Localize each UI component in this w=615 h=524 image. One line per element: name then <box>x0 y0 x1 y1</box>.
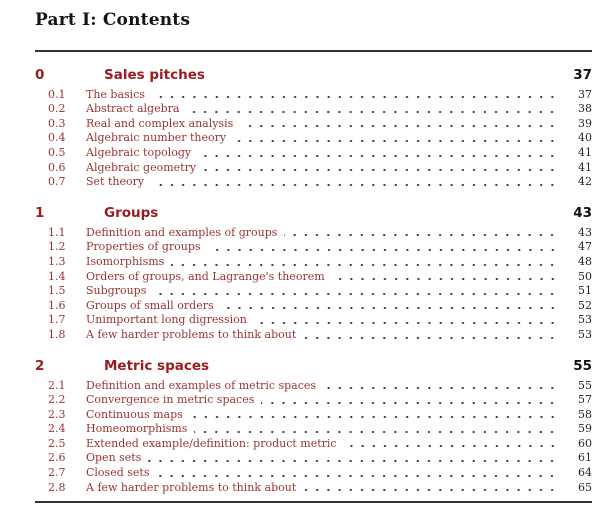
leader-dots <box>151 175 558 190</box>
section-title[interactable]: Properties of groups <box>86 240 201 254</box>
chapter-row <box>35 67 592 84</box>
leader-dots <box>156 466 558 481</box>
toc-chapter <box>35 358 592 496</box>
leader-dots <box>194 422 558 437</box>
chapter-row <box>35 205 592 222</box>
leader-dots <box>303 328 558 343</box>
section-page: 41 <box>578 145 592 159</box>
section-row <box>35 313 592 328</box>
section-page: 38 <box>578 102 592 116</box>
section-row <box>35 117 592 132</box>
section-title[interactable]: Orders of groups, and Lagrange's theorem <box>86 269 325 283</box>
section-number[interactable]: 1.1 <box>48 225 66 239</box>
section-number[interactable]: 0.4 <box>48 131 66 145</box>
chapter-page: 37 <box>573 66 592 83</box>
chapter-page: 55 <box>573 357 592 374</box>
leader-dots <box>240 117 558 132</box>
chapter-number[interactable]: 0 <box>35 66 45 83</box>
section-number[interactable]: 2.5 <box>48 436 66 450</box>
section-page: 59 <box>578 422 592 436</box>
section-title[interactable]: Algebraic number theory <box>86 131 227 145</box>
chapter-title[interactable]: Groups <box>104 204 159 221</box>
leader-dots <box>332 270 558 285</box>
section-title[interactable]: Isomorphisms <box>86 254 165 268</box>
section-title[interactable]: Extended example/definition: product metric <box>86 436 337 450</box>
section-number[interactable]: 0.7 <box>48 175 66 189</box>
section-number[interactable]: 2.7 <box>48 466 66 480</box>
section-number[interactable]: 1.3 <box>48 254 66 268</box>
section-title[interactable]: Set theory <box>86 175 145 189</box>
section-title[interactable]: Algebraic geometry <box>86 160 197 174</box>
section-page: 65 <box>578 480 592 494</box>
section-page: 39 <box>578 116 592 130</box>
section-number[interactable]: 1.6 <box>48 298 66 312</box>
section-page: 43 <box>578 225 592 239</box>
section-row <box>35 408 592 423</box>
section-page: 51 <box>578 284 592 298</box>
section-page: 47 <box>578 240 592 254</box>
chapter-row <box>35 358 592 375</box>
section-page: 61 <box>578 451 592 465</box>
section-row <box>35 466 592 481</box>
section-number[interactable]: 2.2 <box>48 393 66 407</box>
section-title[interactable]: Definition and examples of groups <box>86 225 278 239</box>
leader-dots <box>233 131 558 146</box>
section-row <box>35 437 592 452</box>
section-page: 58 <box>578 407 592 421</box>
chapter-number[interactable]: 2 <box>35 357 45 374</box>
toc-chapter <box>35 205 592 343</box>
section-title[interactable]: A few harder problems to think about <box>86 480 297 494</box>
section-page: 53 <box>578 327 592 341</box>
section-number[interactable]: 1.5 <box>48 284 66 298</box>
part-title: Part I: Contents <box>35 10 191 30</box>
section-title[interactable]: Groups of small orders <box>86 298 214 312</box>
leader-dots <box>186 102 558 117</box>
section-page: 55 <box>578 378 592 392</box>
section-number[interactable]: 1.2 <box>48 240 66 254</box>
section-number[interactable]: 2.1 <box>48 378 66 392</box>
leader-dots <box>344 437 558 452</box>
section-page: 52 <box>578 298 592 312</box>
leader-dots <box>323 379 558 394</box>
section-row <box>35 226 592 241</box>
section-row <box>35 328 592 343</box>
section-number[interactable]: 2.4 <box>48 422 66 436</box>
section-number[interactable]: 1.8 <box>48 327 66 341</box>
leader-dots <box>203 161 558 176</box>
leader-dots <box>190 408 558 423</box>
section-row <box>35 481 592 496</box>
leader-dots <box>254 313 558 328</box>
section-row <box>35 161 592 176</box>
section-number[interactable]: 0.1 <box>48 87 66 101</box>
section-number[interactable]: 2.8 <box>48 480 66 494</box>
chapter-title[interactable]: Metric spaces <box>104 357 210 374</box>
section-title[interactable]: Homeomorphisms <box>86 422 188 436</box>
section-page: 41 <box>578 160 592 174</box>
section-page: 53 <box>578 313 592 327</box>
chapter-page: 43 <box>573 204 592 221</box>
chapter-sections <box>35 88 592 190</box>
top-rule <box>35 50 592 52</box>
section-title[interactable]: The basics <box>86 87 145 101</box>
section-page: 50 <box>578 269 592 283</box>
leader-dots <box>171 255 558 270</box>
section-row <box>35 88 592 103</box>
section-number[interactable]: 1.7 <box>48 313 66 327</box>
section-row <box>35 299 592 314</box>
section-title[interactable]: A few harder problems to think about <box>86 327 297 341</box>
section-title[interactable]: Real and complex analysis <box>86 116 234 130</box>
toc-chapter <box>35 67 592 190</box>
section-row <box>35 240 592 255</box>
leader-dots <box>221 299 558 314</box>
section-number[interactable]: 2.6 <box>48 451 66 465</box>
section-row <box>35 422 592 437</box>
leader-dots <box>261 393 558 408</box>
leader-dots <box>153 284 558 299</box>
section-number[interactable]: 0.3 <box>48 116 66 130</box>
section-row <box>35 175 592 190</box>
chapter-number[interactable]: 1 <box>35 204 45 221</box>
section-title[interactable]: Abstract algebra <box>86 102 180 116</box>
chapter-sections <box>35 226 592 343</box>
section-title[interactable]: Unimportant long digression <box>86 313 247 327</box>
section-page: 57 <box>578 393 592 407</box>
section-number[interactable]: 0.5 <box>48 145 66 159</box>
section-row <box>35 146 592 161</box>
toc <box>35 67 592 496</box>
section-row <box>35 131 592 146</box>
section-title[interactable]: Algebraic topology <box>86 145 192 159</box>
section-title[interactable]: Subgroups <box>86 284 147 298</box>
section-row <box>35 284 592 299</box>
section-page: 40 <box>578 131 592 145</box>
section-row <box>35 451 592 466</box>
section-number[interactable]: 0.6 <box>48 160 66 174</box>
leader-dots <box>284 226 558 241</box>
section-title[interactable]: Convergence in metric spaces <box>86 393 255 407</box>
chapter-title[interactable]: Sales pitches <box>104 66 205 83</box>
section-row <box>35 102 592 117</box>
leader-dots <box>148 451 558 466</box>
section-row <box>35 270 592 285</box>
section-title[interactable]: Definition and examples of metric spaces <box>86 378 317 392</box>
bottom-rule <box>35 501 592 503</box>
section-row <box>35 255 592 270</box>
leader-dots <box>198 146 558 161</box>
section-title[interactable]: Open sets <box>86 451 142 465</box>
section-number[interactable]: 2.3 <box>48 407 66 421</box>
leader-dots <box>152 88 558 103</box>
section-number[interactable]: 1.4 <box>48 269 66 283</box>
section-page: 37 <box>578 87 592 101</box>
leader-dots <box>208 240 558 255</box>
section-row <box>35 379 592 394</box>
section-page: 42 <box>578 175 592 189</box>
section-title[interactable]: Closed sets <box>86 466 150 480</box>
section-page: 64 <box>578 466 592 480</box>
section-page: 48 <box>578 254 592 268</box>
chapter-sections <box>35 379 592 496</box>
leader-dots <box>303 481 558 496</box>
section-title[interactable]: Continuous maps <box>86 407 183 421</box>
section-row <box>35 393 592 408</box>
section-page: 60 <box>578 436 592 450</box>
section-number[interactable]: 0.2 <box>48 102 66 116</box>
